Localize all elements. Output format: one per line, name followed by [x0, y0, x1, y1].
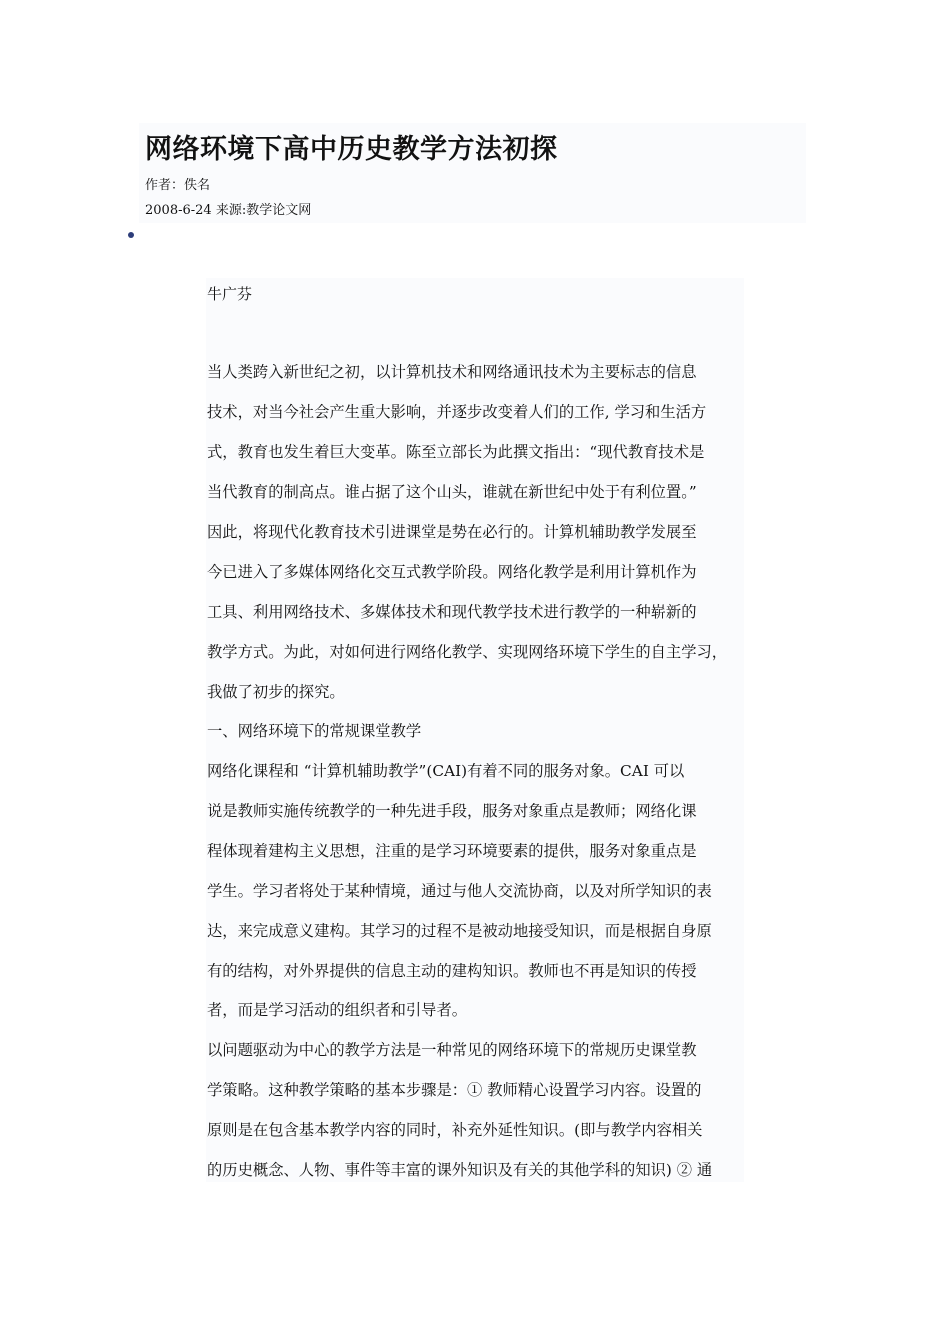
body-line: 程体现着建构主义思想，注重的是学习环境要素的提供，服务对象重点是 — [207, 842, 697, 860]
body-line: 式，教育也发生着巨大变革。陈至立部长为此撰文指出：“现代教育技术是 — [207, 443, 705, 461]
body-line: 说是教师实施传统教学的一种先进手段，服务对象重点是教师；网络化课 — [207, 802, 697, 820]
body-line: 原则是在包含基本教学内容的同时，补充外延性知识。(即与教学内容相关 — [207, 1121, 703, 1139]
article-byline: 牛广芬 — [207, 285, 253, 303]
body-line: 今已进入了多媒体网络化交互式教学阶段。网络化教学是利用计算机作为 — [207, 563, 697, 581]
body-line: 学策略。这种教学策略的基本步骤是：① 教师精心设置学习内容。设置的 — [207, 1081, 702, 1099]
body-line: 当代教育的制高点。谁占据了这个山头，谁就在新世纪中处于有利位置。” — [207, 483, 697, 501]
body-line: 当人类跨入新世纪之初，以计算机技术和网络通讯技术为主要标志的信息 — [207, 363, 697, 381]
body-line: 有的结构，对外界提供的信息主动的建构知识。教师也不再是知识的传授 — [207, 962, 697, 980]
section-heading: 一、网络环境下的常规课堂教学 — [207, 722, 422, 740]
body-line: 技术，对当今社会产生重大影响，并逐步改变着人们的工作, 学习和生活方 — [207, 403, 707, 421]
author-line: 作者：佚名 — [145, 178, 211, 193]
body-line: 网络化课程和 “计算机辅助教学”(CAI)有着不同的服务对象。CAI 可以 — [207, 762, 685, 780]
date-source-line: 2008-6-24 来源:教学论文网 — [145, 203, 312, 218]
body-line: 我做了初步的探究。 — [207, 683, 345, 701]
bullet-dot-icon — [128, 232, 134, 238]
body-line: 工具、利用网络技术、多媒体技术和现代教学技术进行教学的一种崭新的 — [207, 603, 697, 621]
body-line: 者，而是学习活动的组织者和引导者。 — [207, 1001, 468, 1019]
body-line: 的历史概念、人物、事件等丰富的课外知识及有关的其他学科的知识) ② 通 — [207, 1161, 713, 1179]
body-line: 教学方式。为此，对如何进行网络化教学、实现网络环境下学生的自主学习， — [207, 643, 728, 661]
article-title: 网络环境下高中历史教学方法初探 — [145, 134, 558, 165]
body-line: 达，来完成意义建构。其学习的过程不是被动地接受知识，而是根据自身原 — [207, 922, 712, 940]
body-line: 因此，将现代化教育技术引进课堂是势在必行的。计算机辅助教学发展至 — [207, 523, 697, 541]
body-line: 学生。学习者将处于某种情境，通过与他人交流协商，以及对所学知识的表 — [207, 882, 712, 900]
body-line: 以问题驱动为中心的教学方法是一种常见的网络环境下的常规历史课堂教 — [207, 1041, 697, 1059]
